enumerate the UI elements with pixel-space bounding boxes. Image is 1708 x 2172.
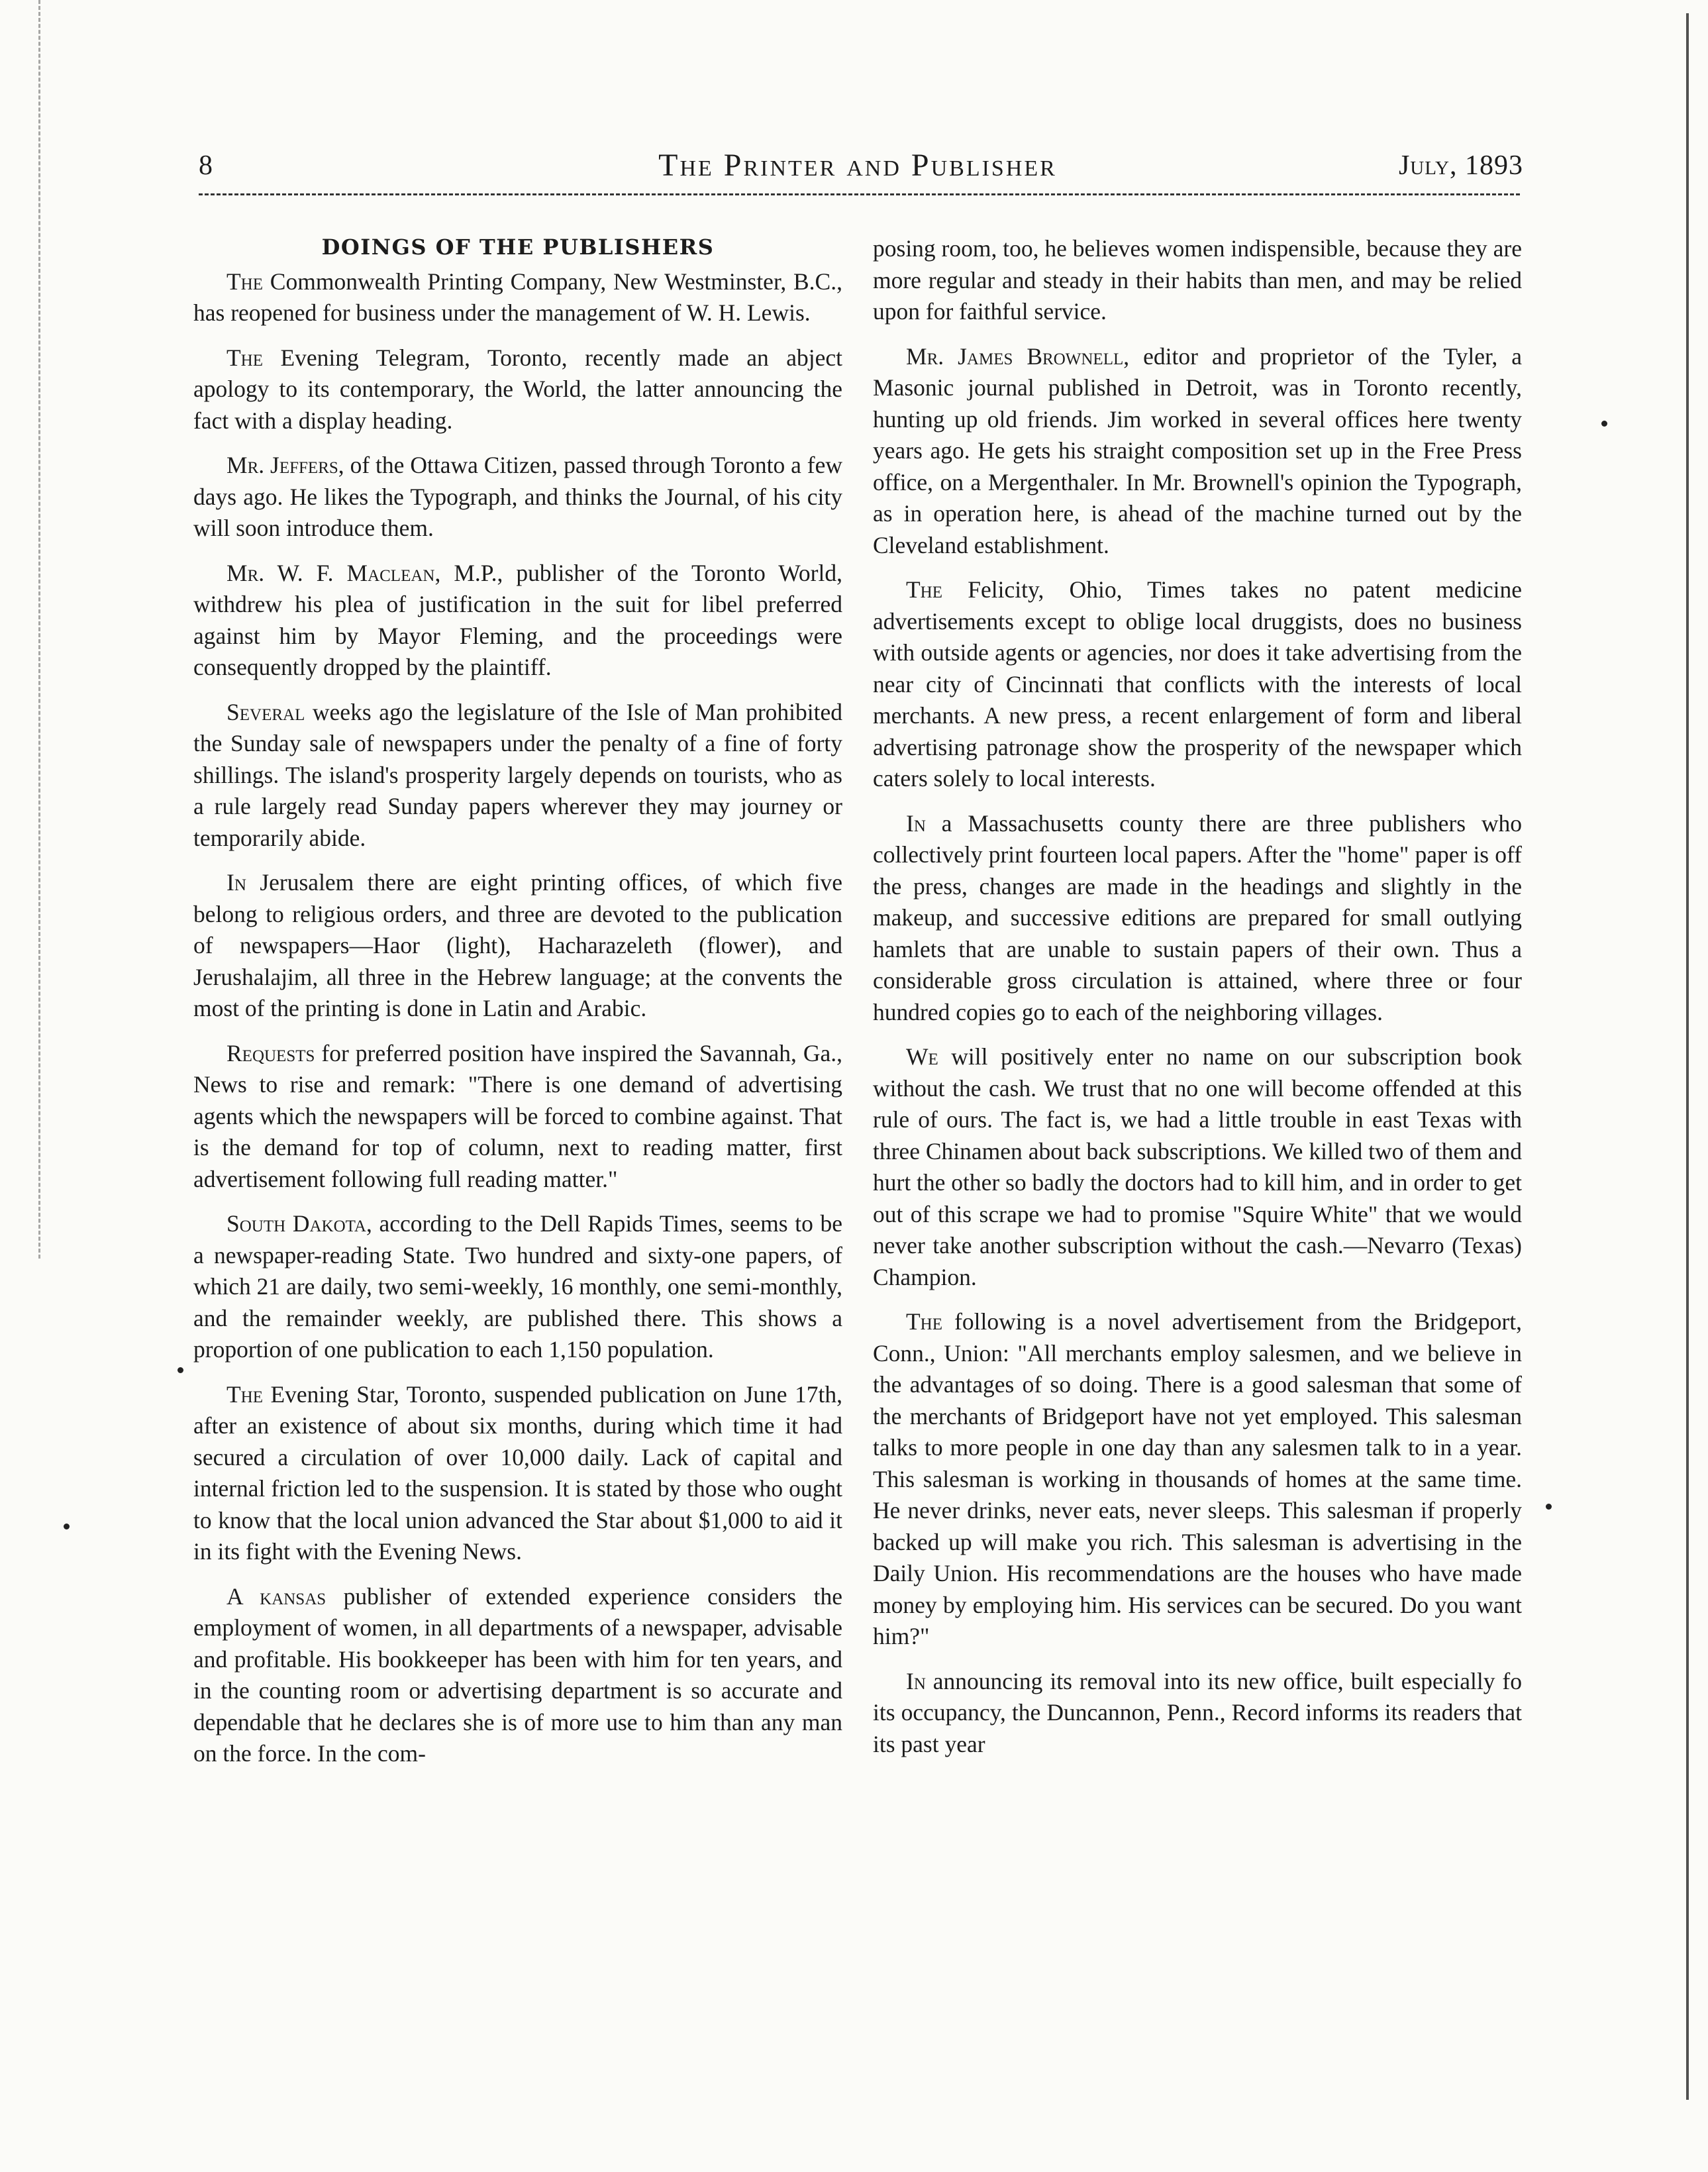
- article-paragraph: [873, 341, 1522, 562]
- paragraph-text: M.P., publisher of the Toronto World, withdrew his plea of justification in the suit for libel preferred against him by Mayor Fleming, and the proceedings were consequently dropped by the plaintiff.: [193, 559, 842, 680]
- paragraph-lead: South Dakota,: [226, 1210, 372, 1237]
- paragraph-lead: A kansas: [226, 1582, 327, 1610]
- paragraph-lead: Mr. Jeffers,: [226, 452, 344, 478]
- page-edge-left: [38, 0, 42, 1259]
- paragraph-text: Felicity, Ohio, Times takes no patent medicine advertisements except to oblige local druggists, does no business with outside agents or agencies, nor does it take advertising from the near city of Cincinnati that conflicts with the interests of local merchants. A new press, a recent enlargement of form and liberal advertising patronage show the prosperity of the newspaper which caters solely to local interests.: [873, 576, 1522, 792]
- paragraph-text: publisher of extended experience considers the employment of women, in all departments of a newspaper, advisable and profitable. His bookkeeper has been with him for ten years, and in the counting room or advertising department is so accurate and dependable that he declares she is of more use to him than any man on the force. In the com-: [193, 1582, 842, 1767]
- left-column: [193, 232, 842, 2060]
- article-paragraph: [873, 1666, 1522, 1761]
- article-paragraph: [193, 1581, 842, 1770]
- paragraph-lead: We: [906, 1043, 938, 1070]
- paragraph-lead: Mr. W. F. Maclean,: [226, 559, 441, 586]
- article-paragraph: [193, 342, 842, 437]
- paragraph-text: following is a novel advertisement from the Bridgeport, Conn., Union: "All merchants employ salesmen, and we believe in the advantages of so doing. There is a good salesman that some of the merchants of Bridgeport have not yet employed. This salesman talks to more people in one day than any salesmen talk to in a year. This salesman is working in thousands of homes at the same time. He never drinks, never eats, never sleeps. This salesman if properly backed up will make you rich. This salesman is advertising in the Daily Union. His recommendations are the houses who have made money by employing him. His services can be secured. Do you want him?": [873, 1308, 1522, 1649]
- paragraph-lead: Requests: [226, 1039, 315, 1066]
- continued-paragraph: posing room, too, he believes women indispensible, because they are more regular and steady in their habits than men, and may be relied upon for faithful service.: [873, 235, 1522, 325]
- article-paragraph: [193, 558, 842, 684]
- paragraph-text: Commonwealth Printing Company, New Westminster, B.C., has reopened for business under the management of W. H. Lewis.: [193, 268, 842, 326]
- paragraph-lead: The: [226, 268, 264, 295]
- page-number: 8: [199, 150, 213, 181]
- issue-date: July, 1893: [1398, 150, 1523, 181]
- page-edge-right: [1686, 13, 1689, 2100]
- article-paragraph: [193, 867, 842, 1025]
- article-paragraph: [193, 1379, 842, 1568]
- paragraph-lead: Several: [226, 698, 305, 725]
- article-paragraph: [873, 574, 1522, 795]
- scan-speck: [1546, 1504, 1552, 1510]
- article-paragraph: [193, 450, 842, 544]
- article-paragraph: [193, 266, 842, 329]
- article-paragraph: [193, 1038, 842, 1196]
- paragraph-lead: The: [906, 576, 943, 603]
- paragraph-text: for preferred position have inspired the Savannah, Ga., News to rise and remark: "There is one demand of advertising agents which the newspapers will be forced to combine against. That is the demand for top of column, next to reading matter, first advertisement following full reading matter.": [193, 1039, 842, 1192]
- scan-speck: [64, 1524, 70, 1529]
- paragraph-text: according to the Dell Rapids Times, seems to be a newspaper-reading State. Two hundred and sixty-one papers, of which 21 are daily, two semi-weekly, 16 monthly, one semi-monthly, and the remainder weekly, are published there. This shows a proportion of one publication to each 1,150 population.: [193, 1210, 842, 1363]
- paragraph-lead: The: [906, 1308, 943, 1335]
- paragraph-lead: In: [226, 869, 246, 896]
- right-column: [873, 233, 1522, 2061]
- running-header: [192, 140, 1523, 187]
- header-rule: [199, 193, 1520, 195]
- paragraph-text: of the Ottawa Citizen, passed through Toronto a few days ago. He likes the Typograph, and thinks the Journal, of his city will soon introduce them.: [193, 452, 842, 541]
- article-paragraph: [193, 1208, 842, 1366]
- paragraph-text: editor and proprietor of the Tyler, a Masonic journal published in Detroit, was in Toronto recently, hunting up old friends. Jim worked in several offices here twenty years ago. He gets his straight composition set up in the Free Press office, on a Mergenthaler. In Mr. Brownell's opinion the Typograph, as in operation here, is ahead of the machine turned out by the Cleveland establishment.: [873, 342, 1522, 558]
- article-paragraph: [193, 697, 842, 854]
- scan-speck: [1601, 421, 1607, 427]
- article-paragraph: [873, 808, 1522, 1029]
- section-heading: DOINGS OF THE PUBLISHERS: [321, 234, 715, 260]
- scan-speck: [177, 1367, 183, 1373]
- paragraph-lead: The: [226, 344, 264, 371]
- article-paragraph: [873, 1041, 1522, 1293]
- paragraph-text: will positively enter no name on our subscription book without the cash. We trust that no one will become offended at this rule of ours. The fact is, we had a little trouble in east Texas with three Chinamen about back subscriptions. We killed two of them and hurt the other so badly the doctors had to kill him, and in order to get out of this scrape we had to promise "Squire White" that we would never take another subscription without the cash.—Nevarro (Texas) Champion.: [873, 1043, 1522, 1290]
- paragraph-text: Evening Telegram, Toronto, recently made an abject apology to its contemporary, the World, the latter announcing the fact with a display heading.: [193, 344, 842, 434]
- paragraph-text: Jerusalem there are eight printing offices, of which five belong to religious orders, and three are devoted to the publication of newspapers—Haor (light), Hacharazeleth (flower), and Jerushalajim, all three in the Hebrew language; at the convents the most of the printing is done in Latin and Arabic.: [193, 869, 842, 1021]
- paragraph-text: announcing its removal into its new office, built especially fo its occupancy, the Duncannon, Penn., Record informs its readers that its past year: [873, 1667, 1522, 1757]
- publication-title: The Printer and Publisher: [658, 148, 1057, 183]
- paragraph-text: a Massachusetts county there are three publishers who collectively print fourteen local papers. After the "home" paper is off the press, changes are made in the headings and slightly in the makeup, and successive editions are prepared for small outlying hamlets that are unable to sustain papers of their own. Thus a considerable gross circulation is attained, where three or four hundred copies go to each of the neighboring villages.: [873, 809, 1522, 1025]
- paragraph-lead: In: [906, 809, 926, 837]
- article-paragraph: [873, 1306, 1522, 1653]
- paragraph-lead: Mr. James Brownell,: [906, 342, 1130, 370]
- paragraph-text: Evening Star, Toronto, suspended publication on June 17th, after an existence of about six months, during which time it had secured a circulation of over 10,000 daily. Lack of capital and internal friction led to the suspension. It is stated by those who ought to know that the local union advanced the Star about $1,000 to aid it in its fight with the Evening News.: [193, 1380, 842, 1565]
- paragraph-lead: The: [226, 1380, 264, 1408]
- paragraph-text: weeks ago the legislature of the Isle of Man prohibited the Sunday sale of newspapers under the penalty of a fine of forty shillings. The island's prosperity largely depends on tourists, who as a rule largely read Sunday papers wherever they may journey or temporarily abide.: [193, 698, 842, 851]
- paragraph-lead: In: [906, 1667, 926, 1694]
